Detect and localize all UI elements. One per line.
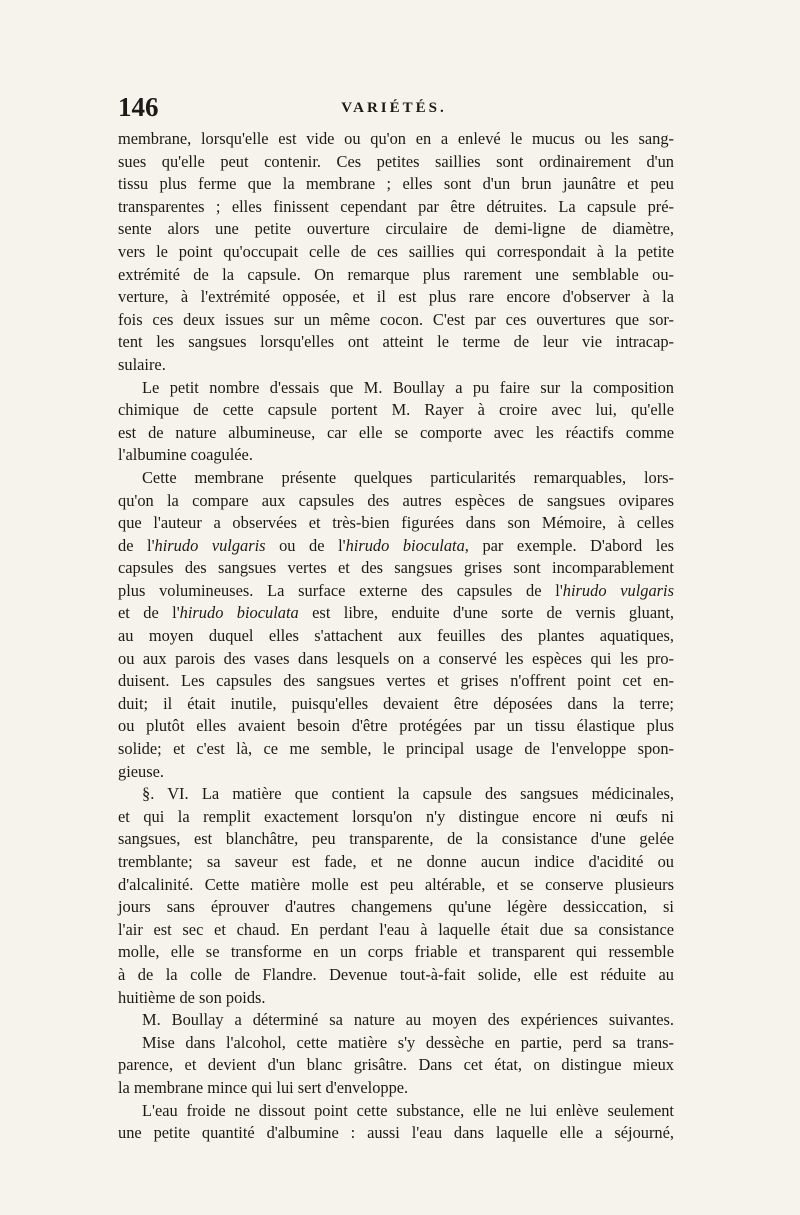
text-line: l'albumine coagulée. bbox=[118, 445, 253, 465]
text-line: parence, et devient d'un blanc grisâtre. Dans cet état, on distingue mieux bbox=[118, 1055, 674, 1075]
text-line: duisent. Les capsules des sangsues vertes et grises n'offrent point cet en- bbox=[118, 671, 674, 691]
text-line: d'alcalinité. Cette matière molle est peu altérable, et se conserve plusieurs bbox=[118, 874, 674, 894]
text-line: qu'on la compare aux capsules des autres espèces de sangsues ovipares bbox=[118, 490, 674, 510]
text-line: molle, elle se transforme en un corps friable et transparent qui ressemble bbox=[118, 942, 674, 962]
text-line: verture, à l'extrémité opposée, et il est plus rare encore d'observer à la bbox=[118, 287, 674, 307]
page-header bbox=[118, 92, 670, 124]
text-line: la membrane mince qui lui sert d'enveloppe. bbox=[118, 1077, 409, 1097]
text-line: §. VI. La matière que contient la capsule des sangsues médicinales, bbox=[142, 784, 674, 804]
text-line: Cette membrane présente quelques particularités remarquables, lors- bbox=[142, 467, 674, 487]
text-line: extrémité de la capsule. On remarque plus rarement une semblable ou- bbox=[118, 264, 674, 284]
text-line: au moyen duquel elles s'attachent aux feuilles des plantes aquatiques, bbox=[118, 626, 674, 646]
text-line: l'air est sec et chaud. En perdant l'eau à laquelle était due sa consistance bbox=[118, 919, 674, 939]
text-line: transparentes ; elles finissent cependant par être détruites. La capsule pré- bbox=[118, 196, 674, 216]
running-head: VARIÉTÉS. bbox=[341, 100, 447, 116]
text-line: Mise dans l'alcohol, cette matière s'y dessèche en partie, perd sa trans- bbox=[142, 1032, 674, 1052]
text-line: sente alors une petite ouverture circulaire de demi-ligne de diamètre, bbox=[118, 219, 674, 239]
text-line: ou aux parois des vases dans lesquels on a conservé les espèces qui les pro- bbox=[118, 648, 674, 668]
text-line: jours sans éprouver d'autres changemens qu'une légère dessiccation, si bbox=[118, 897, 674, 917]
text-line: chimique de cette capsule portent M. Rayer à croire avec lui, qu'elle bbox=[118, 400, 674, 420]
text-line: plus volumineuses. La surface externe des capsules de l'hirudo vulgaris bbox=[118, 580, 674, 600]
text-line: tremblante; sa saveur est fade, et ne donne aucun indice d'acidité ou bbox=[118, 852, 674, 871]
text-line: et qui la remplit exactement lorsqu'on n'y distingue encore ni œufs ni bbox=[118, 806, 674, 826]
text-line: et de l'hirudo bioculata est libre, enduite d'une sorte de vernis gluant, bbox=[118, 603, 674, 623]
text-line: tissu plus ferme que la membrane ; elles sont d'un brun jaunâtre et peu bbox=[118, 174, 674, 194]
text-line: Le petit nombre d'essais que M. Boullay a pu faire sur la composition bbox=[142, 377, 674, 397]
page-number: 146 bbox=[118, 92, 159, 122]
text-line: vers le point qu'occupait celle de ces saillies qui correspondait à la petite bbox=[118, 241, 674, 261]
text-line: sangsues, est blanchâtre, peu transparente, de la consistance d'une gelée bbox=[118, 829, 674, 849]
text-line: M. Boullay a déterminé sa nature au moyen des expériences suivantes. bbox=[142, 1010, 674, 1030]
text-line: solide; et c'est là, ce me semble, le principal usage de l'enveloppe spon- bbox=[118, 739, 674, 759]
text-line: une petite quantité d'albumine : aussi l'eau dans laquelle elle a séjourné, bbox=[118, 1123, 674, 1143]
text-line: fois ces deux issues sur un même cocon. C'est par ces ouvertures que sor- bbox=[118, 309, 674, 329]
text-line: est de nature albumineuse, car elle se comporte avec les réactifs comme bbox=[118, 422, 674, 442]
text-line: gieuse. bbox=[118, 761, 164, 781]
text-line: ou plutôt elles avaient besoin d'être protégées par un tissu élastique plus bbox=[118, 716, 674, 736]
text-line: L'eau froide ne dissout point cette substance, elle ne lui enlève seulement bbox=[142, 1100, 674, 1120]
text-line: huitième de son poids. bbox=[118, 987, 266, 1007]
body-text bbox=[118, 128, 674, 1145]
text-line: membrane, lorsqu'elle est vide ou qu'on en a enlevé le mucus ou les sang- bbox=[118, 129, 674, 148]
text-line: sues qu'elle peut contenir. Ces petites saillies sont ordinairement d'un bbox=[118, 151, 674, 171]
text-line: que l'auteur a observées et très-bien figurées dans son Mémoire, à celles bbox=[118, 513, 674, 533]
text-line: sulaire. bbox=[118, 354, 166, 374]
text-line: capsules des sangsues vertes et des sangsues grises sont incomparablement bbox=[118, 558, 674, 578]
text-line: duit; il était inutile, puisqu'elles devaient être déposées dans la terre; bbox=[118, 693, 674, 713]
text-line: à de la colle de Flandre. Devenue tout-à-fait solide, elle est réduite au bbox=[118, 964, 674, 984]
text-line: de l'hirudo vulgaris ou de l'hirudo bioculata, par exemple. D'abord les bbox=[118, 535, 674, 555]
text-line: tent les sangsues lorsqu'elles ont atteint le terme de leur vie intracap- bbox=[118, 332, 674, 352]
